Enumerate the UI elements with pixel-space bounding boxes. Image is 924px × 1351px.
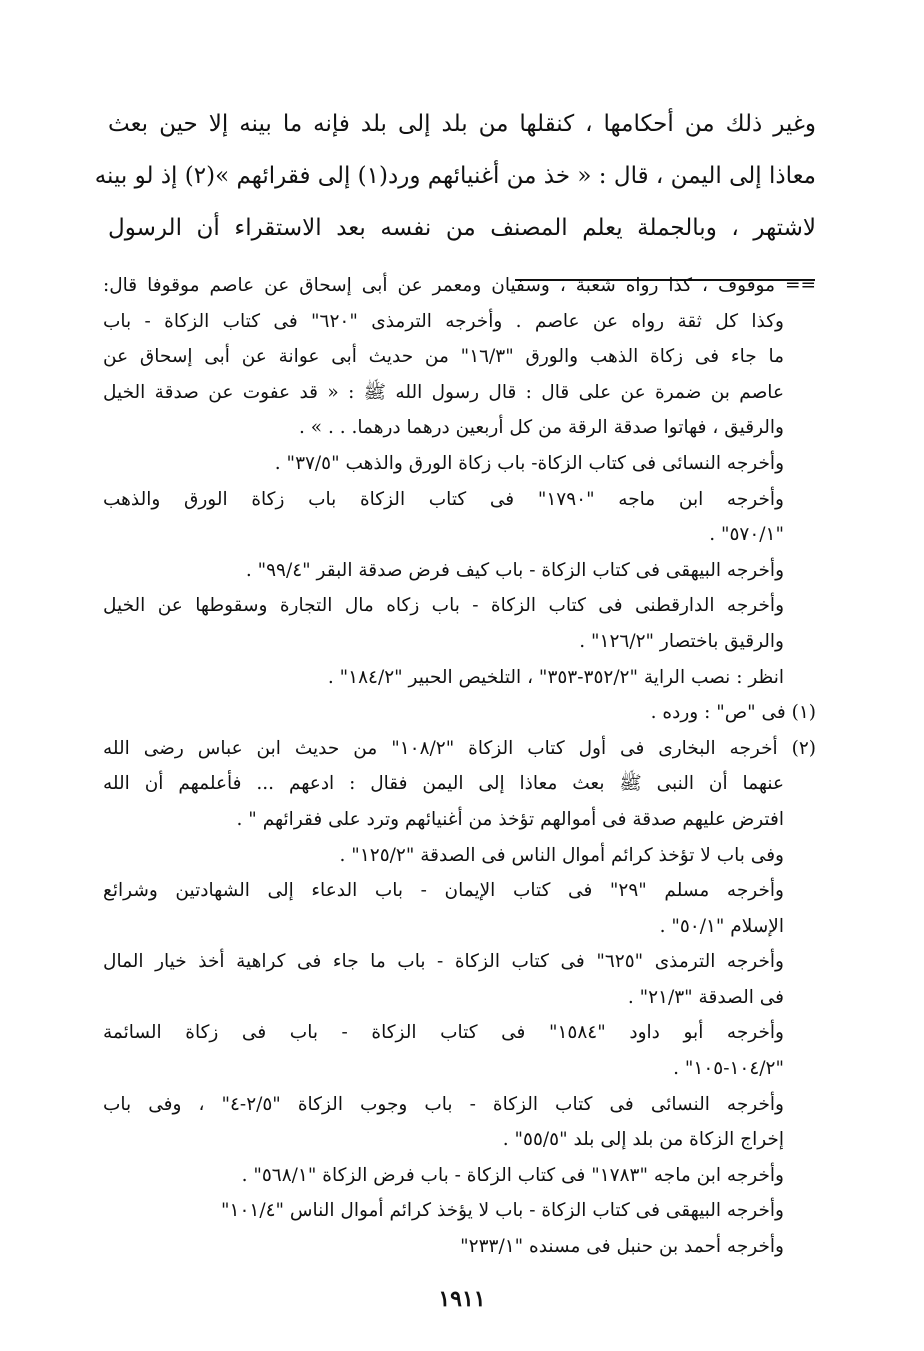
footnote-line: الإسلام "٥٠/١" .	[659, 915, 784, 937]
footnote-line: عنهما أن النبى ﷺ بعث معاذا إلى اليمن فقال : ادعهم ... فأعلمهم أن الله	[103, 773, 784, 795]
footnote-line: وأخرجه مسلم "٢٩" فى كتاب الإيمان - باب الدعاء إلى الشهادتين وشرائع	[103, 880, 784, 902]
footnote-line: وأخرجه الدارقطنى فى كتاب الزكاة - باب زكاه مال التجارة وسقوطها عن الخيل	[103, 595, 784, 617]
footnote-line: وكذا كل ثقة رواه عن عاصم . وأخرجه الترمذى "٦٢٠" فى كتاب الزكاة - باب	[103, 310, 784, 332]
footnote-line: "١٠٤/٢-١٠٥" .	[673, 1058, 784, 1080]
footnote-line: انظر : نصب الراية "٣٥٢/٢-٣٥٣" ، التلخيص الحبير "١٨٤/٢" .	[327, 666, 784, 688]
footnote-line: إخراج الزكاة من بلد إلى بلد "٥٥/٥" .	[502, 1129, 784, 1151]
footnote-line: == موقوف ، كذا رواه شعبة ، وسفيان ومعمر عن أبى إسحاق عن عاصم موقوفا قال:	[103, 275, 816, 296]
footnote-line: وفى باب لا تؤخذ كرائم أموال الناس فى الصدقة "١٢٥/٢" .	[339, 844, 784, 866]
footnote-line: "٥٧٠/١" .	[709, 524, 784, 546]
main-text-line: وغير ذلك من أحكامها ، كنقلها من بلد إلى بلد فإنه ما بينه إلا حين بعث	[108, 111, 816, 137]
footnote-line: (١) فى "ص" : ورده .	[650, 702, 816, 724]
footnote-line: وأخرجه أبو داود "١٥٨٤" فى كتاب الزكاة - باب فى زكاة السائمة	[103, 1022, 784, 1044]
footnote-line: افترض عليهم صدقة فى أموالهم تؤخذ من أغنيائهم وترد على فقرائهم " .	[236, 808, 784, 830]
footnote-line: وأخرجه النسائى فى كتاب الزكاة - باب وجوب الزكاة "٢/٥-٤" ، وفى باب	[103, 1093, 784, 1115]
footnotes	[103, 268, 816, 1265]
footnote-line: فى الصدقة "٢١/٣" .	[627, 986, 784, 1008]
footnote-line: والرقيق ، فهاتوا صدقة الرقة من كل أربعين درهما درهما. . . » .	[299, 417, 784, 439]
footnote-line: وأخرجه البيهقى فى كتاب الزكاة - باب لا يؤخذ كرائم أموال الناس "١٠١/٤"	[221, 1200, 784, 1222]
main-text-line: لاشتهر ، وبالجملة يعلم المصنف من نفسه بعد الاستقراء أن الرسول	[108, 215, 816, 241]
footnote-line: عاصم بن ضمرة عن على قال : قال رسول الله ﷺ : « قد عفوت عن صدقة الخيل	[103, 381, 784, 403]
footnote-line: ما جاء فى زكاة الذهب والورق "١٦/٣" من حديث أبى عوانة عن أبى إسحاق عن	[103, 346, 784, 368]
footnote-line: (٢) أخرجه البخارى فى أول كتاب الزكاة "١٠٨/٢" من حديث ابن عباس رضى الله	[103, 737, 816, 759]
footnote-line: والرقيق باختصار "١٢٦/٢" .	[579, 630, 784, 652]
footnote-line: وأخرجه ابن ماجه "١٧٩٠" فى كتاب الزكاة باب زكاة الورق والذهب	[103, 488, 784, 510]
footnote-line: وأخرجه أحمد بن حنبل فى مسنده "٢٣٣/١"	[460, 1236, 784, 1258]
footnote-line: وأخرجه البيهقى فى كتاب الزكاة - باب كيف فرض صدقة البقر "٩٩/٤" .	[245, 559, 784, 581]
footnote-line: وأخرجه النسائى فى كتاب الزكاة- باب زكاة الورق والذهب "٣٧/٥" .	[274, 452, 784, 474]
footnote-line: وأخرجه الترمذى "٦٢٥" فى كتاب الزكاة - باب ما جاء فى كراهية أخذ خيار المال	[103, 951, 784, 973]
main-text-line: معاذا إلى اليمن ، قال : « خذ من أغنيائهم ورد(١) إلى فقرائهم »(٢) إذ لو بينه	[94, 163, 816, 189]
page-number: ١٩١١	[438, 1286, 486, 1312]
main-text	[94, 98, 816, 254]
footnote-line: وأخرجه ابن ماجه "١٧٨٣" فى كتاب الزكاة - باب فرض الزكاة "٥٦٨/١" .	[241, 1164, 784, 1186]
